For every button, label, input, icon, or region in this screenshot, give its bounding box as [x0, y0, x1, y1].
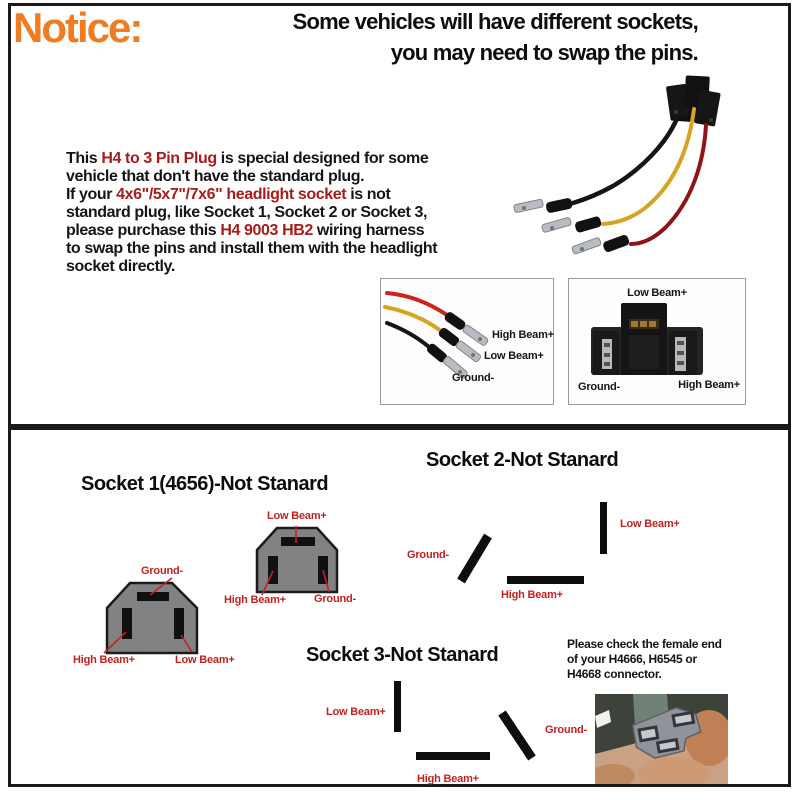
high-beam-label: High Beam+	[492, 329, 554, 341]
connector-note	[567, 637, 767, 682]
intro-line: vehicle that don't have the standard plug.	[66, 168, 365, 185]
ground-label: Ground-	[545, 724, 587, 736]
socket3-pins	[394, 681, 532, 760]
socket1-title: Socket 1(4656)-Not Stanard	[81, 473, 329, 495]
intro-line: to swap the pins and install them with the headlight	[66, 240, 438, 257]
intro-line: standard plug, like Socket 1, Socket 2 or Socket 3,	[66, 204, 428, 221]
high-beam-label: High Beam+	[73, 654, 135, 666]
note-line2: of your H4666, H6545 or	[567, 652, 697, 666]
high-beam-label: High Beam+	[224, 594, 286, 606]
socket1-shape-b	[104, 578, 197, 653]
note-line3: H4668 connector.	[567, 667, 662, 681]
high-beam-label: High Beam+	[501, 589, 563, 601]
low-beam-label: Low Beam+	[175, 654, 235, 666]
intro-line: socket directly.	[66, 258, 175, 275]
low-beam-label: Low Beam+	[620, 518, 680, 530]
socket2-title: Socket 2-Not Stanard	[426, 449, 619, 471]
female-connector-photo	[595, 694, 728, 784]
intro-line: If your 4x6"/5x7"/7x6" headlight socket is not	[66, 186, 391, 203]
low-beam-label: Low Beam+	[267, 510, 327, 522]
ground-label: Ground-	[407, 549, 449, 561]
headline-line1: Some vehicles will have different sockets,	[292, 9, 698, 34]
high-beam-label: High Beam+	[417, 773, 479, 785]
ground-label: Ground-	[452, 372, 494, 384]
intro-line: This H4 to 3 Pin Plug is special designed for some	[66, 150, 429, 167]
high-beam-label: High Beam+	[678, 379, 740, 391]
note-line1: Please check the female end	[567, 637, 722, 651]
socket1-shape-a	[257, 526, 337, 595]
ground-label: Ground-	[314, 593, 356, 605]
low-beam-label: Low Beam+	[484, 350, 544, 362]
low-beam-label: Low Beam+	[326, 706, 386, 718]
headline-line2: you may need to swap the pins.	[390, 40, 698, 65]
ground-label: Ground-	[141, 565, 183, 577]
low-beam-label: Low Beam+	[627, 287, 687, 299]
socket3-title: Socket 3-Not Stanard	[306, 644, 499, 666]
socket2-pins	[461, 502, 607, 584]
intro-line: please purchase this H4 9003 HB2 wiring harness	[66, 222, 425, 239]
ground-label: Ground-	[578, 381, 620, 393]
notice-label: Notice:	[13, 4, 142, 51]
